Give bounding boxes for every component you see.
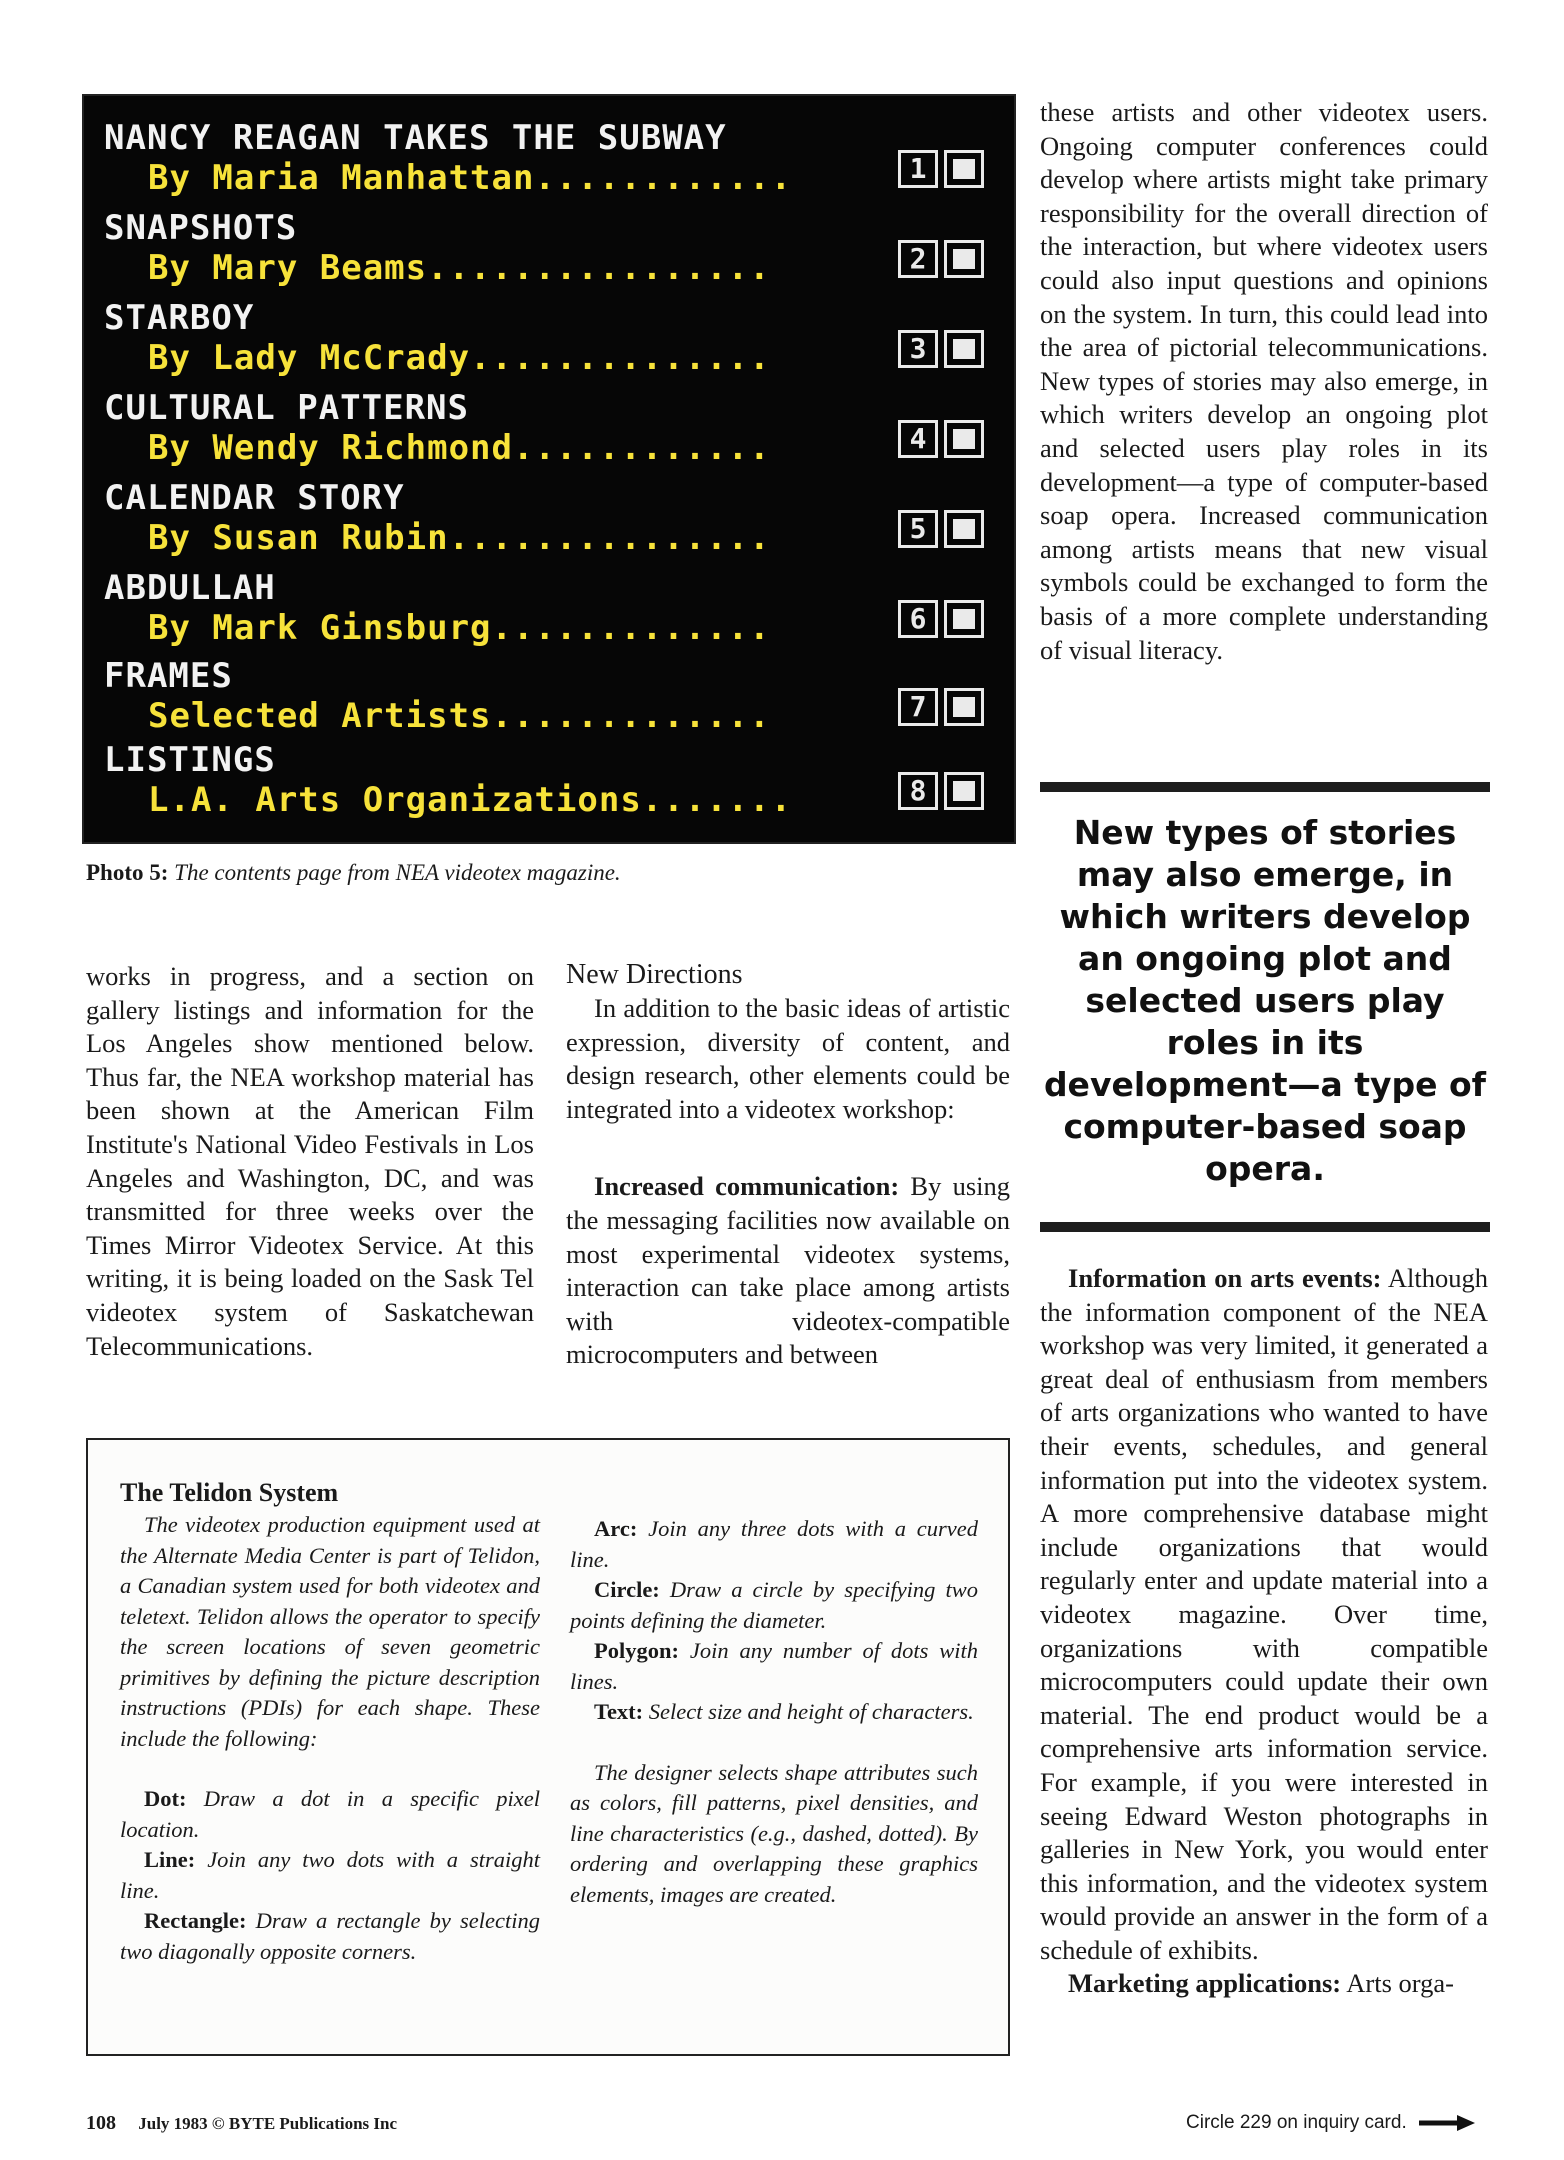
sidebar-item-text: Join any number of dots with lines. <box>570 1638 978 1694</box>
paragraph-text: Arts orga- <box>1346 1968 1454 1999</box>
menu-entry <box>104 388 994 476</box>
body-column-left <box>86 960 534 1363</box>
menu-entry-title: CALENDAR STORY <box>104 478 405 518</box>
sidebar-item <box>570 1636 978 1697</box>
sidebar-intro: The videotex production equipment used at the Alternate Media Center is part of Telidon, a Canadian system used for both videotex and teletext. Telidon allows the operator to specify the screen locations of seven geometric primitives by defining the picture description instructions (PDIs) for each shape. These include the following: <box>120 1512 540 1751</box>
body-column-right-bottom <box>1040 1262 1488 2001</box>
menu-key-box-icon <box>944 772 984 810</box>
photo-caption-text: The contents page from NEA videotex magazine. <box>174 860 621 885</box>
photo-caption <box>86 860 1016 886</box>
paragraph-lead: Information on arts events: <box>1068 1263 1382 1293</box>
paragraph-lead: Marketing applications: <box>1068 1968 1342 1999</box>
sidebar-item-label: Dot: <box>144 1786 187 1811</box>
menu-key-number: 8 <box>898 772 938 810</box>
menu-key-number: 4 <box>898 420 938 458</box>
body-paragraph <box>1040 1262 1488 1967</box>
menu-key-box-icon <box>944 240 984 278</box>
menu-entry-title: FRAMES <box>104 656 233 696</box>
photo-caption-label: Photo 5: <box>86 860 169 885</box>
menu-entry <box>104 740 994 828</box>
menu-entry-title: STARBOY <box>104 298 255 338</box>
paragraph-text: Although the information component of the NEA workshop was very limited, it generated a great deal of enthusiasm from members of arts organizations who wanted to have their events, schedules, and general information put into the videotex system. A more comprehensive database might include organizations that would regularly enter and update material into a videotex magazine. Over time, organizations with compatible microcomputers could update their own material. The end product would be a comprehensive arts information service. For example, if you were interested in seeing Edward Weston photographs in galleries in New York, you would enter this information, and the videotex system would provide an answer in the form of a schedule of exhibits. <box>1040 1263 1488 1965</box>
menu-entry <box>104 656 994 744</box>
sidebar-title: The Telidon System <box>120 1478 339 1507</box>
sidebar-item-text: Draw a circle by specifying two points defining the diameter. <box>570 1577 978 1633</box>
body-column-middle <box>566 958 1010 1372</box>
menu-entry-author: By Susan Rubin............... <box>148 518 771 558</box>
videotex-contents-photo <box>82 94 1016 844</box>
menu-entry-title: NANCY REAGAN TAKES THE SUBWAY <box>104 118 727 158</box>
menu-entry-author: Selected Artists............. <box>148 696 771 736</box>
sidebar-column-left <box>120 1476 540 1967</box>
page-footer-right <box>1186 2112 1477 2134</box>
sidebar-item-text: Draw a dot in a specific pixel location. <box>120 1786 540 1842</box>
sidebar-item-text: Join any three dots with a curved line. <box>570 1516 978 1572</box>
sidebar-item-text: Draw a rectangle by selecting two diagonally opposite corners. <box>120 1908 540 1964</box>
menu-key-box-icon <box>944 150 984 188</box>
sidebar-item-text: Join any two dots with a straight line. <box>120 1847 540 1903</box>
telidon-sidebar <box>86 1438 1010 2056</box>
body-paragraph: works in progress, and a section on gallery listings and information for the Los Angeles show mentioned below. Thus far, the NEA workshop material has been shown at the American Film Institute's National Video Festivals in Los Angeles and Washington, DC, and was transmitted for three weeks over the Times Mirror Videotex Service. At this writing, it is being loaded on the Sask Tel videotex system of Saskatchewan Telecommunications. <box>86 961 534 1361</box>
menu-entry <box>104 118 994 206</box>
sidebar-item-text: Select size and height of characters. <box>648 1699 974 1724</box>
sidebar-item <box>120 1845 540 1906</box>
menu-entry-title: CULTURAL PATTERNS <box>104 388 469 428</box>
menu-key-box-icon <box>944 510 984 548</box>
menu-key-number: 5 <box>898 510 938 548</box>
sidebar-item <box>570 1575 978 1636</box>
sidebar-item-label: Arc: <box>594 1516 638 1541</box>
pullquote-rule-top <box>1040 782 1490 792</box>
sidebar-item-label: Polygon: <box>594 1638 680 1663</box>
sidebar-column-right <box>570 1514 978 1910</box>
menu-entry-author: By Lady McCrady.............. <box>148 338 771 378</box>
body-column-right-top <box>1040 96 1488 667</box>
publication-credit: July 1983 © BYTE Publications Inc <box>138 2114 398 2133</box>
section-heading: New Directions <box>566 959 743 990</box>
menu-key-number: 6 <box>898 600 938 638</box>
menu-entry <box>104 568 994 656</box>
menu-entry-author: By Mark Ginsburg............. <box>148 608 771 648</box>
paragraph-lead: Increased communication: <box>594 1171 900 1202</box>
menu-key-box-icon <box>944 688 984 726</box>
menu-key-box-icon <box>944 600 984 638</box>
menu-entry <box>104 208 994 296</box>
sidebar-item <box>570 1514 978 1575</box>
sidebar-item-label: Text: <box>594 1699 644 1724</box>
menu-entry-title: LISTINGS <box>104 740 276 780</box>
body-paragraph <box>566 1170 1010 1372</box>
body-paragraph <box>1040 1967 1488 2001</box>
sidebar-item-label: Rectangle: <box>144 1908 247 1933</box>
arrow-right-icon <box>1417 2113 1477 2133</box>
page-footer-left <box>86 2112 397 2135</box>
menu-key-number: 7 <box>898 688 938 726</box>
menu-key-number: 3 <box>898 330 938 368</box>
pull-quote: New types of stories may also emerge, in which writers develop an ongoing plot and selected users play roles in its development—a type of computer-based soap opera. <box>1043 813 1487 1188</box>
menu-entry <box>104 478 994 566</box>
sidebar-closing: The designer selects shape attributes such as colors, fill patterns, pixel densities, and line characteristics (e.g., dashed, dotted). By ordering and overlapping these graphics elements, images are created. <box>570 1759 978 1907</box>
inquiry-note: Circle 229 on inquiry card. <box>1186 2112 1407 2133</box>
menu-entry-title: SNAPSHOTS <box>104 208 298 248</box>
body-paragraph: In addition to the basic ideas of artistic expression, diversity of content, and design research, other elements could be integrated into a videotex workshop: <box>566 993 1010 1124</box>
menu-entry <box>104 298 994 386</box>
menu-key-number: 2 <box>898 240 938 278</box>
body-paragraph: these artists and other videotex users. Ongoing computer conferences could develop where artists might take primary responsibility for the overall direction of the interaction, but where videotex users could also input questions and opinions on the system. In turn, this could lead into the area of pictorial telecommunications. New types of stories may also emerge, in which writers develop an ongoing plot and selected users play roles in its development—a type of computer-based soap opera. Increased communication among artists means that new visual symbols could be exchanged to form the basis of a more complete understanding of visual literacy. <box>1040 97 1488 665</box>
menu-entry-author: By Maria Manhattan............ <box>148 158 793 198</box>
paragraph-text: By using the messaging facilities now available on most experimental videotex systems, interaction can take place among artists with videotex-compatible microcomputers and between <box>566 1171 1010 1370</box>
sidebar-item <box>570 1697 978 1728</box>
sidebar-item-label: Circle: <box>594 1577 660 1602</box>
menu-entry-author: L.A. Arts Organizations....... <box>148 780 793 820</box>
sidebar-item-label: Line: <box>144 1847 196 1872</box>
menu-entry-author: By Wendy Richmond............ <box>148 428 771 468</box>
pullquote-rule-bottom <box>1040 1222 1490 1232</box>
sidebar-item <box>120 1784 540 1845</box>
menu-key-box-icon <box>944 420 984 458</box>
menu-entry-title: ABDULLAH <box>104 568 276 608</box>
menu-key-number: 1 <box>898 150 938 188</box>
sidebar-item <box>120 1906 540 1967</box>
page-number: 108 <box>86 2112 116 2134</box>
menu-key-box-icon <box>944 330 984 368</box>
menu-entry-author: By Mary Beams................ <box>148 248 771 288</box>
